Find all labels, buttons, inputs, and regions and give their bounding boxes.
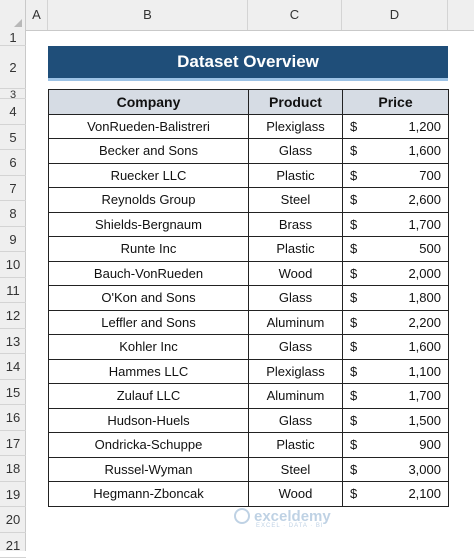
exceldemy-logo-icon (234, 508, 250, 524)
column-header-c[interactable]: C (248, 0, 342, 30)
cell-price[interactable] (343, 335, 449, 360)
price-amount: 1,700 (408, 384, 441, 408)
currency-symbol: $ (350, 458, 357, 482)
row-header-15[interactable]: 15 (0, 380, 26, 406)
cell-company[interactable]: Russel-Wyman (49, 457, 249, 482)
cell-price[interactable] (343, 114, 449, 139)
cell-product[interactable]: Plexiglass (249, 114, 343, 139)
row-header-9[interactable]: 9 (0, 227, 26, 253)
row-header-12[interactable]: 12 (0, 303, 26, 329)
cell-price[interactable] (343, 237, 449, 262)
row-header-11[interactable]: 11 (0, 278, 26, 304)
cell-company[interactable]: Hammes LLC (49, 359, 249, 384)
header-product[interactable]: Product (249, 90, 343, 115)
cell-company[interactable]: Becker and Sons (49, 139, 249, 164)
row-header-21[interactable]: 21 (0, 533, 26, 558)
price-amount: 1,100 (408, 360, 441, 384)
row-header-2[interactable]: 2 (0, 46, 26, 89)
row-header-13[interactable]: 13 (0, 329, 26, 355)
cell-company[interactable]: Zulauf LLC (49, 384, 249, 409)
cell-product[interactable]: Steel (249, 188, 343, 213)
table-row (49, 188, 449, 213)
cell-product[interactable]: Plastic (249, 237, 343, 262)
currency-symbol: $ (350, 335, 357, 359)
cell-company[interactable]: Hegmann-Zboncak (49, 482, 249, 507)
price-amount: 2,100 (408, 482, 441, 506)
row-header-17[interactable]: 17 (0, 431, 26, 457)
cell-price[interactable] (343, 433, 449, 458)
currency-symbol: $ (350, 286, 357, 310)
table-row (49, 457, 449, 482)
cell-price[interactable] (343, 163, 449, 188)
table-row (49, 261, 449, 286)
cell-price[interactable] (343, 188, 449, 213)
table-row (49, 163, 449, 188)
price-amount: 1,200 (408, 115, 441, 139)
row-header-20[interactable]: 20 (0, 507, 26, 533)
price-amount: 2,000 (408, 262, 441, 286)
cell-company[interactable]: Leffler and Sons (49, 310, 249, 335)
cell-company[interactable]: Hudson-Huels (49, 408, 249, 433)
column-header-b[interactable]: B (48, 0, 248, 30)
cell-product[interactable]: Brass (249, 212, 343, 237)
cell-price[interactable] (343, 359, 449, 384)
cell-price[interactable] (343, 457, 449, 482)
table-row (49, 237, 449, 262)
table-header-row (49, 90, 449, 115)
column-header-bar (0, 0, 474, 31)
table-row (49, 114, 449, 139)
row-header-8[interactable]: 8 (0, 201, 26, 227)
currency-symbol: $ (350, 188, 357, 212)
cell-company[interactable]: Kohler Inc (49, 335, 249, 360)
row-header-18[interactable]: 18 (0, 456, 26, 482)
cell-price[interactable] (343, 384, 449, 409)
row-header-7[interactable]: 7 (0, 176, 26, 202)
row-header-10[interactable]: 10 (0, 252, 26, 278)
row-header-1[interactable]: 1 (0, 30, 26, 46)
table-row (49, 433, 449, 458)
table-row (49, 359, 449, 384)
row-header-4[interactable]: 4 (0, 99, 26, 125)
table-row (49, 384, 449, 409)
currency-symbol: $ (350, 262, 357, 286)
cell-price[interactable] (343, 212, 449, 237)
cell-company[interactable]: O'Kon and Sons (49, 286, 249, 311)
table-row (49, 139, 449, 164)
cell-product[interactable]: Wood (249, 261, 343, 286)
title-underline (48, 78, 448, 81)
cell-product[interactable]: Plastic (249, 163, 343, 188)
table-row (49, 408, 449, 433)
table-row (49, 482, 449, 507)
currency-symbol: $ (350, 482, 357, 506)
price-amount: 1,600 (408, 335, 441, 359)
cell-company[interactable]: Reynolds Group (49, 188, 249, 213)
table-row (49, 335, 449, 360)
cell-product[interactable]: Aluminum (249, 310, 343, 335)
cell-product[interactable]: Glass (249, 139, 343, 164)
cell-company[interactable]: Shields-Bergnaum (49, 212, 249, 237)
row-header-3[interactable]: 3 (0, 89, 26, 99)
price-amount: 500 (419, 237, 441, 261)
table-row (49, 286, 449, 311)
price-amount: 1,700 (408, 213, 441, 237)
row-header-6[interactable]: 6 (0, 150, 26, 176)
column-header-d[interactable]: D (342, 0, 448, 30)
cell-company[interactable]: Ondricka-Schuppe (49, 433, 249, 458)
cell-price[interactable] (343, 139, 449, 164)
cell-price[interactable] (343, 482, 449, 507)
cell-product[interactable]: Plastic (249, 433, 343, 458)
currency-symbol: $ (350, 164, 357, 188)
row-header-14[interactable]: 14 (0, 354, 26, 380)
currency-symbol: $ (350, 213, 357, 237)
cell-price[interactable] (343, 310, 449, 335)
price-amount: 1,600 (408, 139, 441, 163)
currency-symbol: $ (350, 433, 357, 457)
currency-symbol: $ (350, 384, 357, 408)
currency-symbol: $ (350, 139, 357, 163)
price-amount: 700 (419, 164, 441, 188)
price-amount: 2,600 (408, 188, 441, 212)
table-row (49, 310, 449, 335)
cell-company[interactable]: Bauch-VonRueden (49, 261, 249, 286)
cell-product[interactable]: Steel (249, 457, 343, 482)
table-row (49, 212, 449, 237)
dataset-table (48, 89, 449, 507)
select-all-triangle-icon (14, 19, 22, 27)
currency-symbol: $ (350, 115, 357, 139)
select-all-corner[interactable] (0, 0, 26, 30)
currency-symbol: $ (350, 237, 357, 261)
cell-price[interactable] (343, 408, 449, 433)
exceldemy-watermark (234, 505, 331, 527)
price-amount: 1,800 (408, 286, 441, 310)
price-amount: 3,000 (408, 458, 441, 482)
currency-symbol: $ (350, 409, 357, 433)
row-header-column (0, 30, 26, 551)
price-amount: 1,500 (408, 409, 441, 433)
page-title: Dataset Overview (48, 46, 448, 78)
cell-product[interactable]: Glass (249, 286, 343, 311)
row-header-16[interactable]: 16 (0, 405, 26, 431)
currency-symbol: $ (350, 360, 357, 384)
cell-company[interactable]: VonRueden-Balistreri (49, 114, 249, 139)
header-price[interactable]: Price (343, 90, 449, 115)
price-amount: 900 (419, 433, 441, 457)
cell-product[interactable]: Aluminum (249, 384, 343, 409)
header-company[interactable]: Company (49, 90, 249, 115)
cell-price[interactable] (343, 286, 449, 311)
cell-price[interactable] (343, 261, 449, 286)
row-header-5[interactable]: 5 (0, 125, 26, 151)
price-amount: 2,200 (408, 311, 441, 335)
currency-symbol: $ (350, 311, 357, 335)
cell-company[interactable]: Ruecker LLC (49, 163, 249, 188)
watermark-name: exceldemy (254, 508, 331, 525)
cell-product[interactable]: Glass (249, 335, 343, 360)
watermark-tagline: EXCEL · DATA · BI (256, 523, 324, 529)
cell-company[interactable]: Runte Inc (49, 237, 249, 262)
cell-product[interactable]: Plexiglass (249, 359, 343, 384)
cell-product[interactable]: Wood (249, 482, 343, 507)
row-header-19[interactable]: 19 (0, 482, 26, 508)
column-header-a[interactable]: A (26, 0, 48, 30)
cell-product[interactable]: Glass (249, 408, 343, 433)
